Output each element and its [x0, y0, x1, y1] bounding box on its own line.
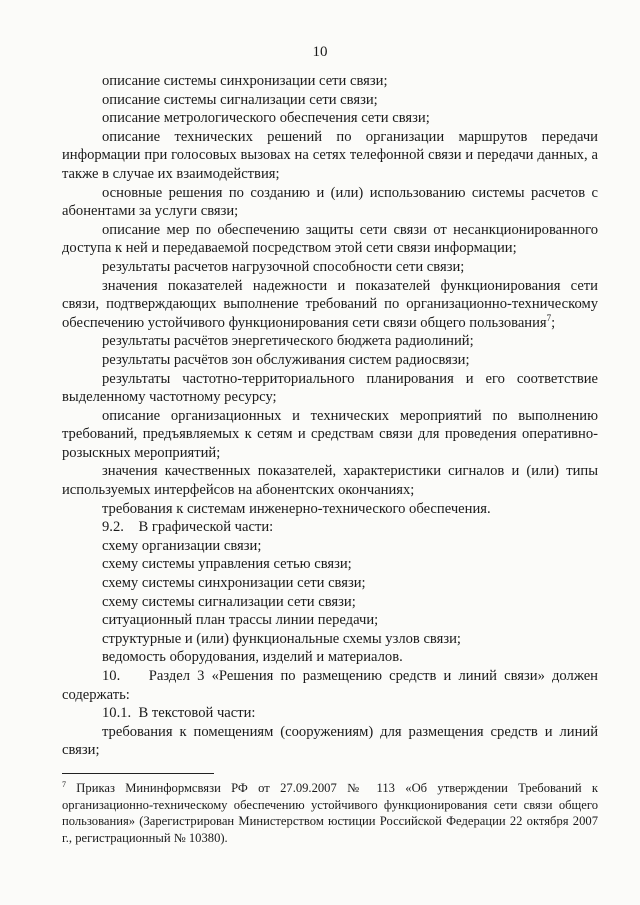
- footnote-reference: 7: [546, 312, 552, 323]
- paragraph-19: схему системы сигнализации сети связи;: [102, 593, 356, 610]
- paragraph-18: схему системы синхронизации сети связи;: [102, 575, 366, 592]
- paragraph-3: описание метрологического обеспечения сети связи;: [102, 110, 430, 127]
- paragraph-4: описание технических решений по организации маршрутов передачи информации при голосовых вызовах на сетях телефонной связи и передачи данных, а также в случае их взаимодействия;: [62, 128, 598, 182]
- paragraph-5: основные решения по созданию и (или) использованию системы расчетов с абонентами за услуги связи;: [62, 184, 598, 220]
- paragraph-6: описание мер по обеспечению защиты сети связи от несанкционированного доступа к ней и передаваемой посредством этой сети связи информации;: [62, 221, 598, 257]
- paragraph-16: схему организации связи;: [102, 537, 262, 554]
- footnote-text: Приказ Мининформсвязи РФ от 27.09.2007 № 113 «Об утверждении Требований к организационно-техническому обеспечению устойчивого функционирования сети связи общего пользования» (Зарегистрирован Министерством юстиции Российской Федерации 22 октября 2007 г., регистрационный № 10380).: [62, 781, 598, 845]
- paragraph-11: результаты частотно-территориального планирования и его соответствие выделенному частотному ресурсу;: [62, 370, 598, 406]
- paragraph-22: ведомость оборудования, изделий и материалов.: [102, 649, 403, 666]
- paragraph-8-text: значения показателей надежности и показателей функционирования сети связи, подтверждающих выполнение требований по организационно-техническому обеспечению устойчивого функционирования сети связи общего пользования: [62, 277, 598, 331]
- section-10-heading: 10. Раздел 3 «Решения по размещению средств и линий связи» должен содержать:: [62, 668, 602, 703]
- paragraph-20: ситуационный план трассы линии передачи;: [102, 612, 379, 629]
- paragraph-17: схему системы управления сетью связи;: [102, 556, 352, 573]
- paragraph-9: результаты расчётов энергетического бюджета радиолиний;: [102, 333, 474, 350]
- paragraph-1: описание системы синхронизации сети связи;: [102, 73, 388, 89]
- paragraph-8-end: ;: [551, 314, 556, 331]
- section-10-1-heading: 10.1. В текстовой части:: [102, 705, 256, 722]
- paragraph-13: значения качественных показателей, характеристики сигналов и (или) типы используемых интерфейсов на абонентских окончаниях;: [62, 463, 598, 499]
- section-9-2-heading: 9.2. В графической части:: [102, 519, 274, 536]
- footnote-separator: [62, 773, 214, 774]
- paragraph-7: результаты расчетов нагрузочной способности сети связи;: [102, 258, 465, 275]
- paragraph-8: [62, 277, 598, 333]
- paragraph-10: результаты расчётов зон обслуживания систем радиосвязи;: [102, 351, 470, 368]
- paragraph-12: описание организационных и технических мероприятий по выполнению требований, предъявляемых к сетям и средствам связи для проведения оперативно-розыскных мероприятий;: [62, 407, 598, 461]
- footnote: [62, 780, 598, 846]
- paragraph-21: структурные и (или) функциональные схемы узлов связи;: [102, 630, 461, 647]
- paragraph-14: требования к системам инженерно-технического обеспечения.: [102, 500, 491, 517]
- page-number: 10: [312, 44, 328, 60]
- footnote-marker: 7: [62, 779, 66, 789]
- paragraph-25: требования к помещениям (сооружениям) для размещения средств и линий связи;: [62, 723, 598, 759]
- page-body: [62, 72, 602, 760]
- paragraph-2: описание системы сигнализации сети связи;: [102, 91, 378, 108]
